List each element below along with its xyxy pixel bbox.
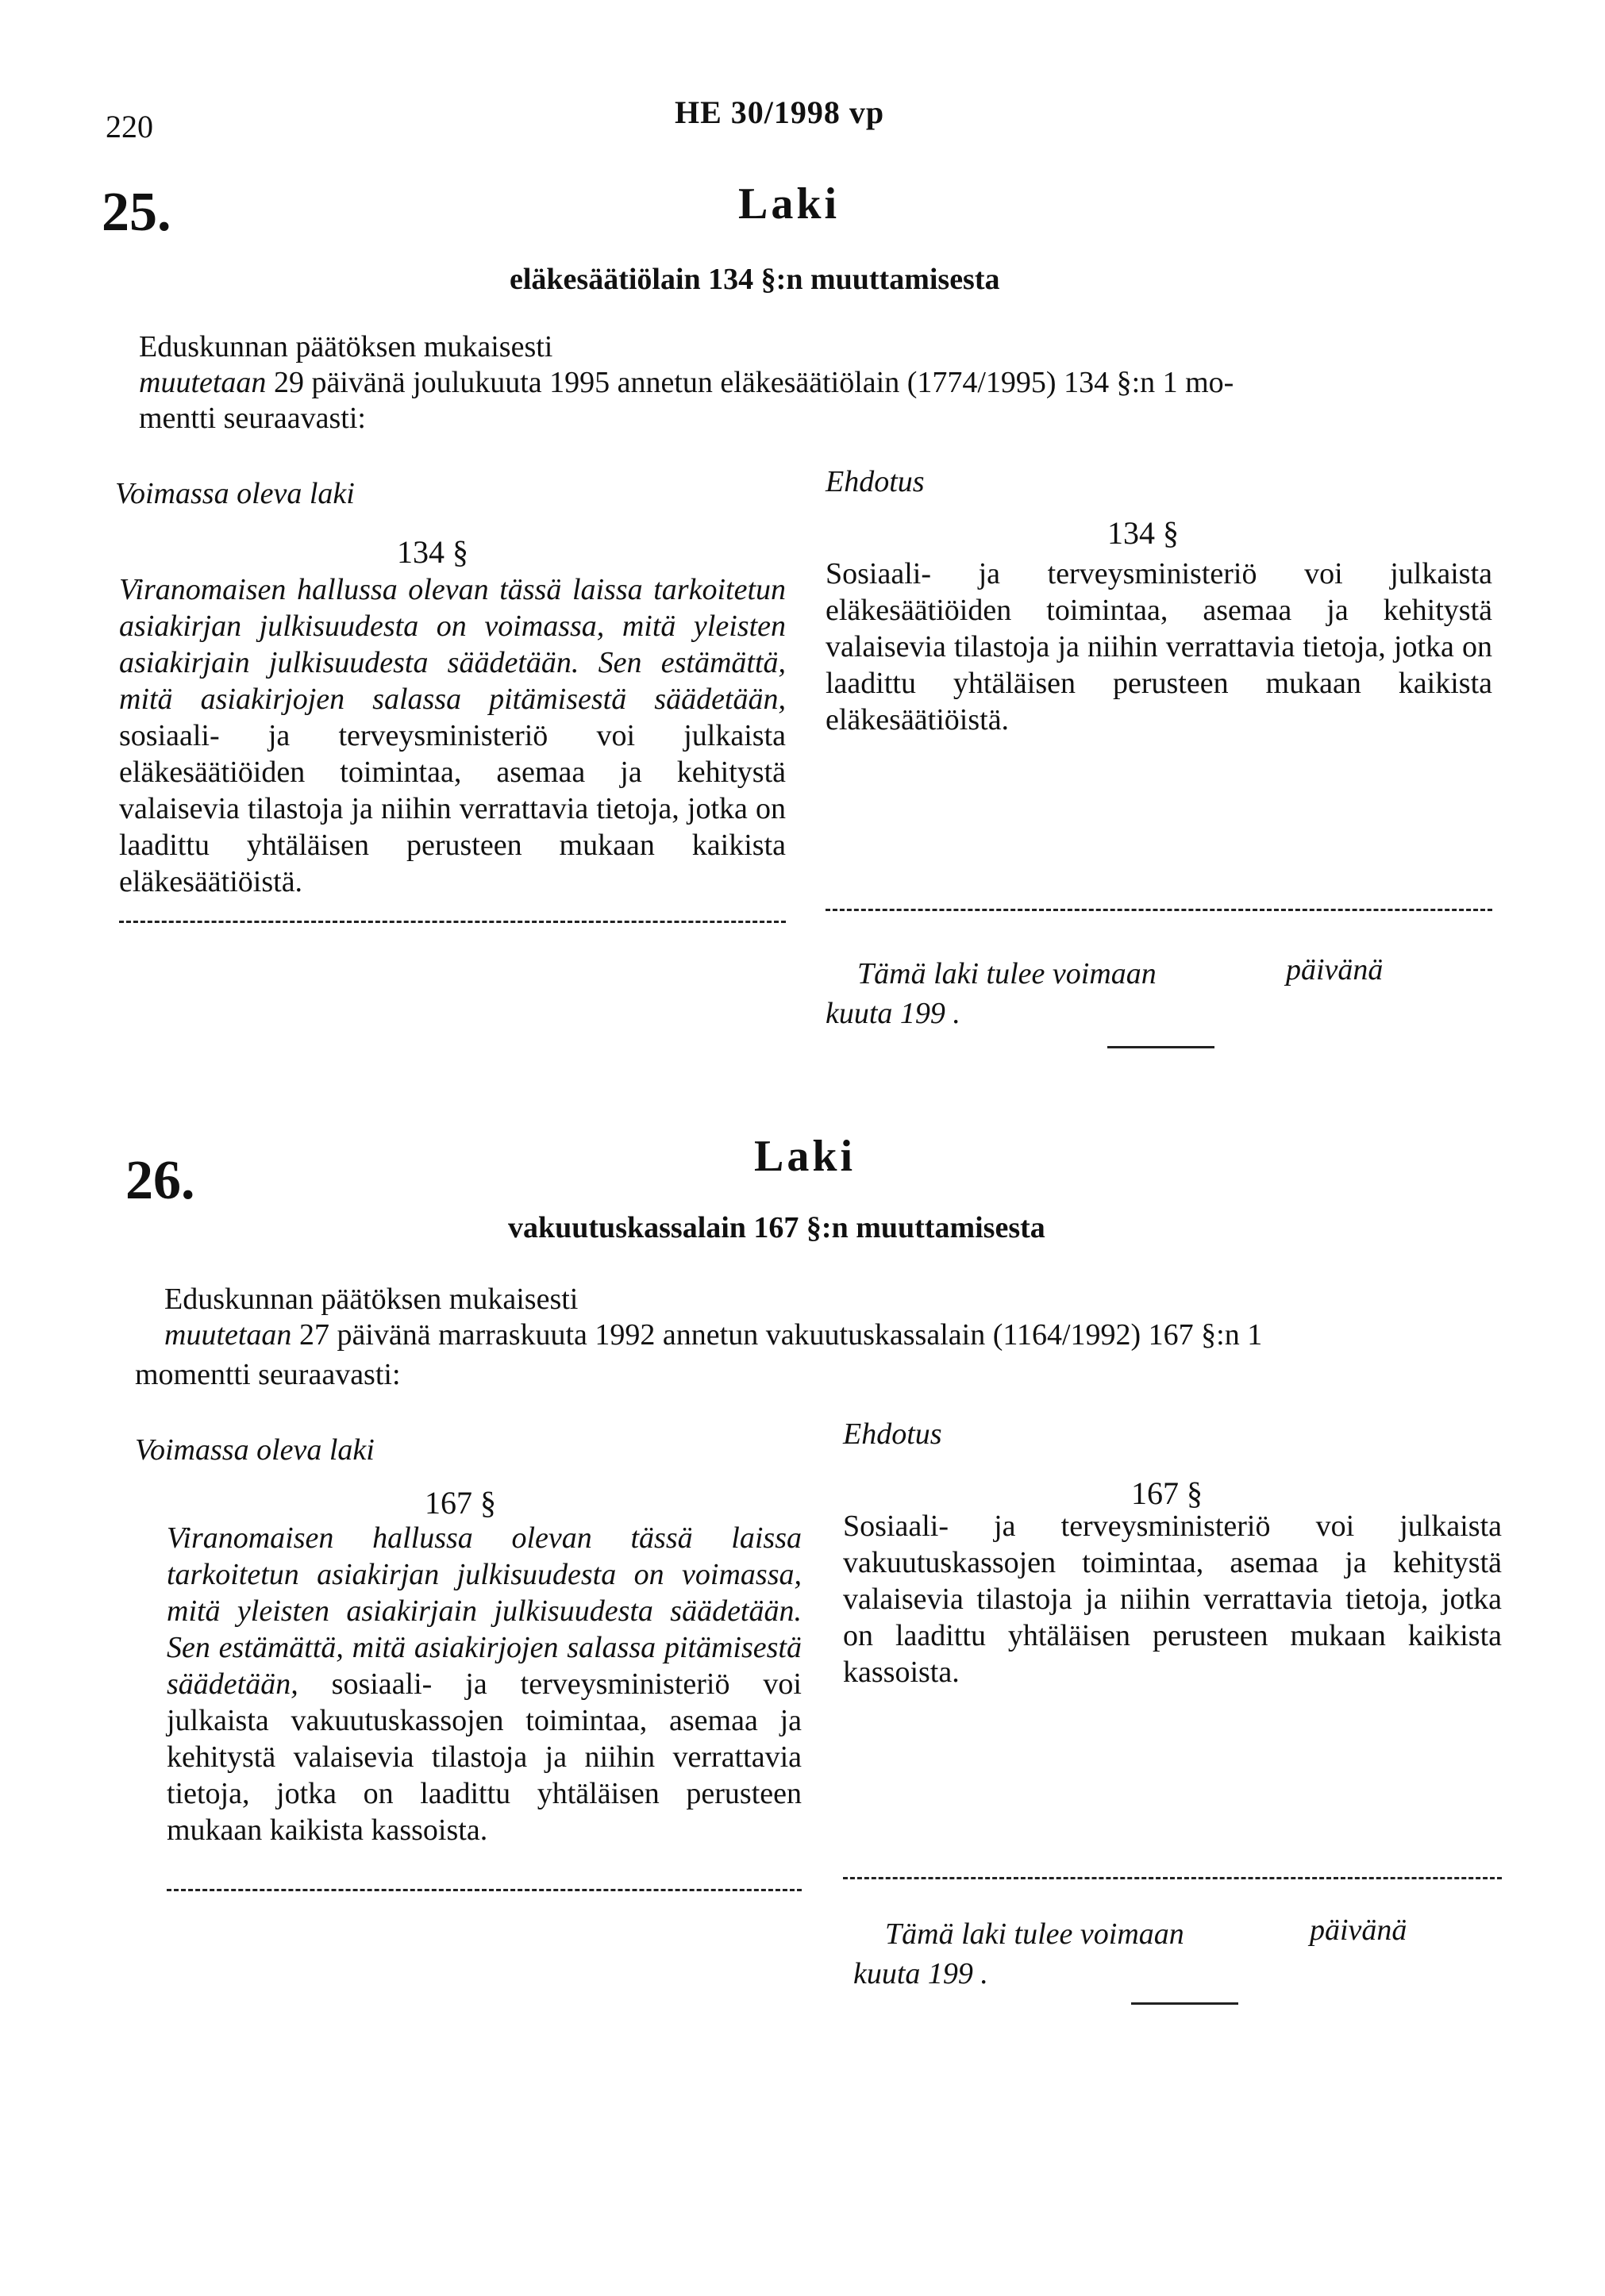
law-title: Laki: [738, 179, 841, 229]
law-title: Laki: [754, 1132, 856, 1181]
column-heading-current: Voimassa oleva laki: [135, 1433, 375, 1467]
section-number-current: 167 §: [425, 1485, 496, 1521]
entry-into-force-start: Tämä laki tulee voimaan: [885, 1917, 1184, 1951]
intro-keyword: muutetaan: [164, 1318, 292, 1352]
intro-line: momentti seuraavasti:: [135, 1358, 401, 1391]
current-law-italic: Viranomaisen hallussa olevan tässä laissa tarkoitetun asiakirjan julkisuudesta on voimassa, mitä yleisten asiakirjain julkisuudesta säädetään. Sen estämättä, mitä asiakirjojen salassa pitämisestä säädetään,: [119, 573, 786, 716]
intro-text: 29 päivänä joulukuuta 1995 annetun eläkesäätiölain (1774/1995) 134 §:n 1 mo-: [266, 366, 1234, 399]
dashed-separator: [119, 921, 786, 923]
intro-text: 27 päivänä marraskuuta 1992 annetun vakuutuskassalain (1164/1992) 167 §:n 1: [291, 1318, 1263, 1352]
intro-line: [164, 1317, 1262, 1352]
current-law-text: [119, 571, 786, 900]
intro-line: Eduskunnan päätöksen mukaisesti: [139, 330, 553, 363]
entry-into-force-start: Tämä laki tulee voimaan: [857, 957, 1157, 990]
closing-rule: [1131, 2002, 1238, 2005]
entry-into-force-day: päivänä: [1310, 1913, 1407, 1947]
current-law-italic: Viranomaisen hallussa olevan tässä laissa tarkoitetun asiakirjan julkisuudesta on voimassa, mitä yleisten asiakirjain julkisuudesta säädetään. Sen estämättä, mitä asiakirjojen salassa pitämisestä säädetään,: [167, 1521, 802, 1701]
running-head: HE 30/1998 vp: [675, 94, 885, 130]
intro-keyword: muutetaan: [139, 366, 267, 399]
proposal-text: Sosiaali- ja terveysministeriö voi julkaista eläkesäätiöiden toimintaa, asemaa ja kehitystä valaisevia tilastoja ja niihin verrattavia tietoja, jotka on laadittu yhtäläisen perusteen mukaan kaikista eläkesäätiöistä.: [826, 557, 1492, 736]
current-law-roman: sosiaali- ja terveysministeriö voi julkaista eläkesäätiöiden toimintaa, asemaa ja kehitystä valaisevia tilastoja ja niihin verrattavia tietoja, jotka on laadittu yhtäläisen perusteen mukaan kaikista eläkesäätiöistä.: [119, 719, 786, 898]
column-heading-current: Voimassa oleva laki: [115, 477, 355, 510]
entry-into-force-end: kuuta 199 .: [826, 997, 960, 1030]
closing-rule: [1107, 1046, 1214, 1048]
law-number: 26.: [125, 1150, 195, 1211]
law-number: 25.: [102, 182, 171, 243]
current-law-roman: sosiaali- ja terveysministeriö voi julkaista vakuutuskassojen toimintaa, asemaa ja kehitystä valaisevia tilastoja ja niihin verrattavia tietoja, jotka on laadittu yhtäläisen perusteen mukaan kaikista kassoista.: [167, 1667, 802, 1847]
column-heading-proposal: Ehdotus: [826, 465, 925, 498]
intro-line: mentti seuraavasti:: [139, 402, 366, 435]
law-subtitle: eläkesäätiölain 134 §:n muuttamisesta: [510, 263, 1000, 296]
section-number-proposal: 134 §: [1107, 515, 1179, 551]
entry-into-force-day: päivänä: [1286, 953, 1384, 986]
section-number-current: 134 §: [397, 534, 468, 570]
dashed-separator: [167, 1889, 802, 1891]
proposal-text: Sosiaali- ja terveysministeriö voi julkaista vakuutuskassojen toimintaa, asemaa ja kehitystä valaisevia tilastoja ja niihin verrattavia tietoja, jotka on laadittu yhtäläisen perusteen mukaan kaikista kassoista.: [843, 1510, 1502, 1689]
section-number-proposal: 167 §: [1131, 1475, 1203, 1511]
intro-line: Eduskunnan päätöksen mukaisesti: [164, 1283, 579, 1316]
law-subtitle: vakuutuskassalain 167 §:n muuttamisesta: [508, 1211, 1045, 1244]
dashed-separator: [843, 1877, 1502, 1879]
column-heading-proposal: Ehdotus: [843, 1417, 942, 1451]
current-law-text: [167, 1520, 802, 1848]
entry-into-force-end: kuuta 199 .: [853, 1957, 988, 1990]
intro-line: [139, 365, 1234, 400]
dashed-separator: [826, 909, 1492, 911]
page-number: 220: [106, 109, 153, 144]
